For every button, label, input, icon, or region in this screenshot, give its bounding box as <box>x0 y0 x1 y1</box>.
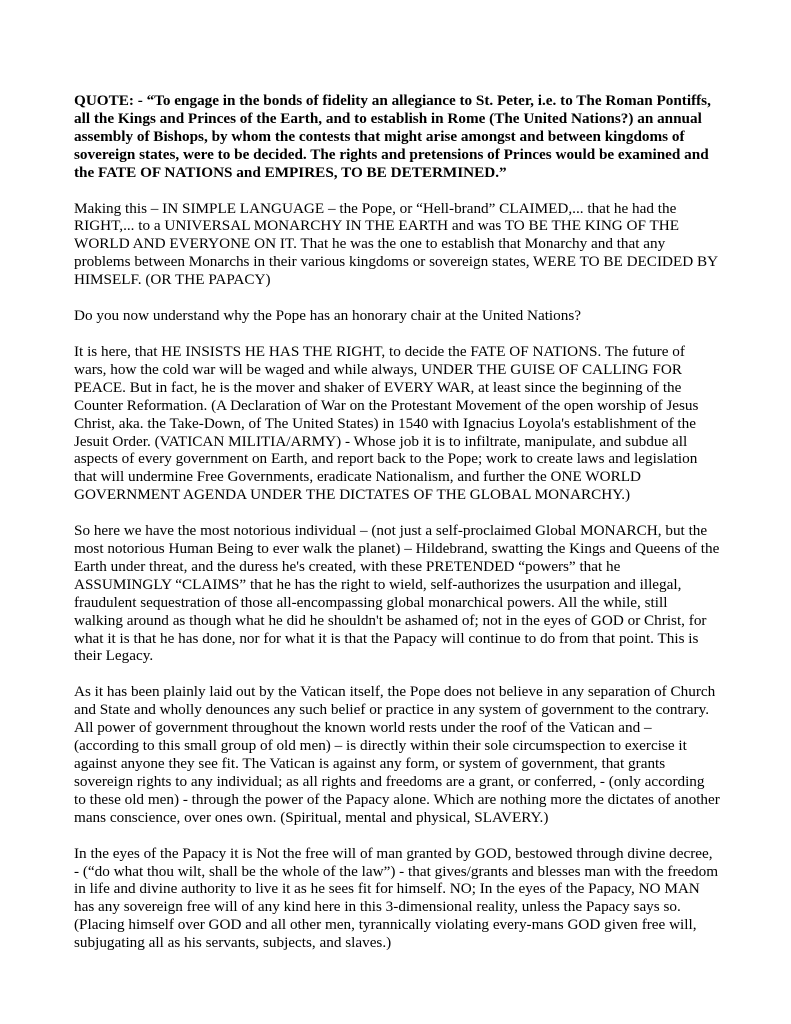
document-page <box>74 92 720 970</box>
paragraph-free-will: In the eyes of the Papacy it is Not the free will of man granted by GOD, bestowed through divine decree, - (“do what thou wilt, shall be the whole of the law”) - that gives/grants and blesses man with the freedom in life and divine authority to live it as he sees fit for himself. NO; In the eyes of the Papacy, NO MAN has any sovereign free will of any kind here in this 3-dimensional reality, unless the Papacy says so. (Placing himself over GOD and all other men, tyrannically violating every-mans GOD given free will, subjugating all as his servants, subjects, and slaves.) <box>74 844 719 952</box>
paragraph-simple-language: Making this – IN SIMPLE LANGUAGE – the Pope, or “Hell-brand” CLAIMED,... that he had the RIGHT,... to a UNIVERSAL MONARCHY IN THE EARTH and was TO BE THE KING OF THE WORLD AND EVERYONE ON IT. That he was the one to establish that Monarchy and that any problems between Monarchs in their various kingdoms or sovereign states, WERE TO BE DECIDED BY HIMSELF. (OR THE PAPACY) <box>74 199 718 289</box>
paragraph-church-and-state: As it has been plainly laid out by the Vatican itself, the Pope does not believe in any separation of Church and State and wholly denounces any such belief or practice in any system of government to the contrary. All power of government throughout the known world rests under the roof of the Vatican and – (according to this small group of old men) – is directly within their sole circumspection to exercise it against anyone they see fit. The Vatican is against any form, or system of government, that grants sovereign rights to any individual; as all rights and freedoms are a grant, or conferred, - (only according to these old men) - through the power of the Papacy alone. Which are nothing more the dictates of another mans conscience, over ones own. (Spiritual, mental and physical, SLAVERY.) <box>74 683 720 826</box>
paragraph-notorious-individual: So here we have the most notorious individual – (not just a self-proclaimed Global MONARCH, but the most notorious Human Being to ever walk the planet) – Hildebrand, swatting the Kings and Queens of the Earth under threat, and the duress he's created, with these PRETENDED “powers” that he ASSUMINGLY “CLAIMS” that he has the right to wield, self-authorizes the usurpation and illegal, fraudulent sequestration of those all-encompassing global monarchical powers. All the while, still walking around as though what he did he shouldn't be ashamed of; not in the eyes of GOD or Christ, for what it is that he has done, nor for what it is that the Papacy will continue to do from that point. This is their Legacy. <box>74 522 720 665</box>
paragraph-fate-of-nations: It is here, that HE INSISTS HE HAS THE RIGHT, to decide the FATE OF NATIONS. The future of wars, how the cold war will be waged and while always, UNDER THE GUISE OF CALLING FOR PEACE. But in fact, he is the mover and shaker of EVERY WAR, at least since the beginning of the Counter Reformation. (A Declaration of War on the Protestant Movement of the open worship of Jesus Christ, aka. the Take-Down, of The United States) in 1540 with Ignacius Loyola's establishment of the Jesuit Order. (VATICAN MILITIA/ARMY) - Whose job it is to infiltrate, manipulate, and subdue all aspects of every government on Earth, and report back to the Pope; work to create laws and legislation that will undermine Free Governments, eradicate Nationalism, and further the ONE WORLD GOVERNMENT AGENDA UNDER THE DICTATES OF THE GLOBAL MONARCHY.) <box>74 342 699 504</box>
quote-paragraph: QUOTE: - “To engage in the bonds of fidelity an allegiance to St. Peter, i.e. to The Roman Pontiffs, all the Kings and Princes of the Earth, and to establish in Rome (The United Nations?) an annual assembly of Bishops, by whom the contests that might arise amongst and between kingdoms of sovereign states, were to be decided. The rights and pretensions of Princes would be examined and the FATE OF NATIONS and EMPIRES, TO BE DETERMINED.” <box>74 92 711 181</box>
paragraph-honorary-chair: Do you now understand why the Pope has an honorary chair at the United Nations? <box>74 307 581 325</box>
